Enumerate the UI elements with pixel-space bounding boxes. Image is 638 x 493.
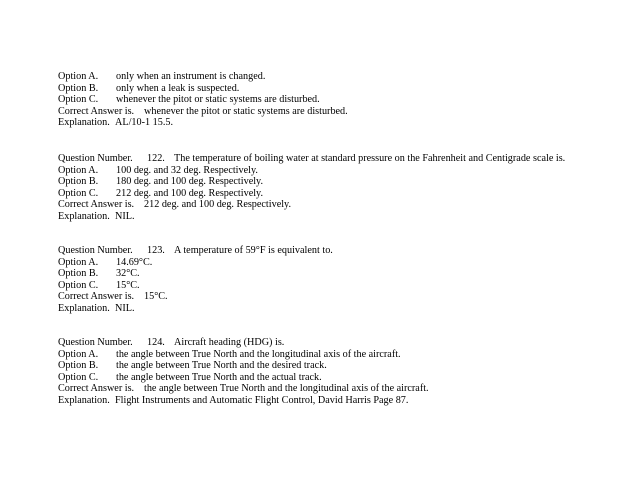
explanation-text: NIL.: [115, 210, 135, 222]
option-b-label: Option B.: [58, 176, 99, 188]
option-b-text: only when a leak is suspected.: [116, 82, 240, 94]
explanation-text: NIL.: [115, 302, 135, 314]
question-text: A temperature of 59°F is equivalent to.: [174, 245, 333, 256]
correct-answer-label: Correct Answer is.: [58, 105, 135, 117]
option-a-text: 100 deg. and 32 deg. Respectively.: [116, 164, 258, 176]
option-c-label: Option C.: [58, 279, 99, 291]
question-number-label: Question Number.: [58, 153, 133, 164]
correct-answer-text: 15°C.: [144, 291, 168, 303]
question-row: [58, 337, 628, 349]
explanation-row: [58, 303, 628, 315]
option-c-label: Option C.: [58, 187, 99, 199]
option-b-row: [58, 176, 628, 188]
explanation-label: Explanation.: [58, 210, 110, 222]
option-b-text: the angle between True North and the desired track.: [116, 360, 327, 372]
option-c-label: Option C.: [58, 371, 99, 383]
option-b-row: [58, 83, 628, 95]
option-a-label: Option A.: [58, 164, 99, 176]
question-row: [58, 153, 628, 165]
option-b-text: 32°C.: [116, 268, 140, 280]
option-a-label: Option A.: [58, 71, 99, 82]
option-a-row: [58, 257, 628, 269]
question-122-block: [58, 153, 628, 223]
option-c-label: Option C.: [58, 94, 99, 106]
question-number: 124.: [147, 337, 165, 348]
option-a-text: 14.69°C.: [116, 256, 153, 268]
question-121-block: [58, 71, 628, 129]
option-c-text: whenever the pitot or static systems are disturbed.: [116, 94, 320, 106]
question-number: 123.: [147, 245, 165, 256]
option-a-row: [58, 165, 628, 177]
option-b-row: [58, 268, 628, 280]
correct-answer-label: Correct Answer is.: [58, 199, 135, 211]
option-b-label: Option B.: [58, 360, 99, 372]
option-a-row: [58, 71, 628, 83]
option-a-label: Option A.: [58, 256, 99, 268]
explanation-label: Explanation.: [58, 394, 110, 406]
option-c-text: the angle between True North and the actual track.: [116, 371, 322, 383]
explanation-row: [58, 395, 628, 407]
option-b-label: Option B.: [58, 268, 99, 280]
correct-answer-row: [58, 291, 628, 303]
explanation-text: AL/10-1 15.5.: [115, 117, 174, 129]
option-a-row: [58, 349, 628, 361]
option-c-row: [58, 188, 628, 200]
explanation-text: Flight Instruments and Automatic Flight Control, David Harris Page 87.: [115, 394, 409, 406]
option-a-label: Option A.: [58, 348, 99, 360]
option-c-text: 15°C.: [116, 279, 140, 291]
correct-answer-row: [58, 199, 628, 211]
question-text: The temperature of boiling water at standard pressure on the Fahrenheit and Centigrade scale is.: [174, 153, 566, 164]
correct-answer-label: Correct Answer is.: [58, 291, 135, 303]
question-124-block: [58, 337, 628, 407]
question-text: Aircraft heading (HDG) is.: [174, 337, 285, 348]
option-a-text: only when an instrument is changed.: [116, 71, 266, 82]
option-a-text: the angle between True North and the longitudinal axis of the aircraft.: [116, 348, 401, 360]
question-row: [58, 245, 628, 257]
option-c-text: 212 deg. and 100 deg. Respectively.: [116, 187, 264, 199]
option-b-row: [58, 360, 628, 372]
explanation-label: Explanation.: [58, 117, 110, 129]
option-c-row: [58, 94, 628, 106]
correct-answer-label: Correct Answer is.: [58, 383, 135, 395]
explanation-label: Explanation.: [58, 302, 110, 314]
option-c-row: [58, 280, 628, 292]
option-b-label: Option B.: [58, 82, 99, 94]
correct-answer-text: the angle between True North and the longitudinal axis of the aircraft.: [144, 383, 429, 395]
explanation-row: [58, 211, 628, 223]
option-b-text: 180 deg. and 100 deg. Respectively.: [116, 176, 264, 188]
correct-answer-row: [58, 106, 628, 118]
question-number-label: Question Number.: [58, 245, 133, 256]
explanation-row: [58, 117, 628, 129]
question-number-label: Question Number.: [58, 337, 133, 348]
question-123-block: [58, 245, 628, 315]
option-c-row: [58, 372, 628, 384]
correct-answer-text: whenever the pitot or static systems are disturbed.: [144, 105, 348, 117]
question-number: 122.: [147, 153, 165, 164]
correct-answer-text: 212 deg. and 100 deg. Respectively.: [144, 199, 292, 211]
correct-answer-row: [58, 383, 628, 395]
